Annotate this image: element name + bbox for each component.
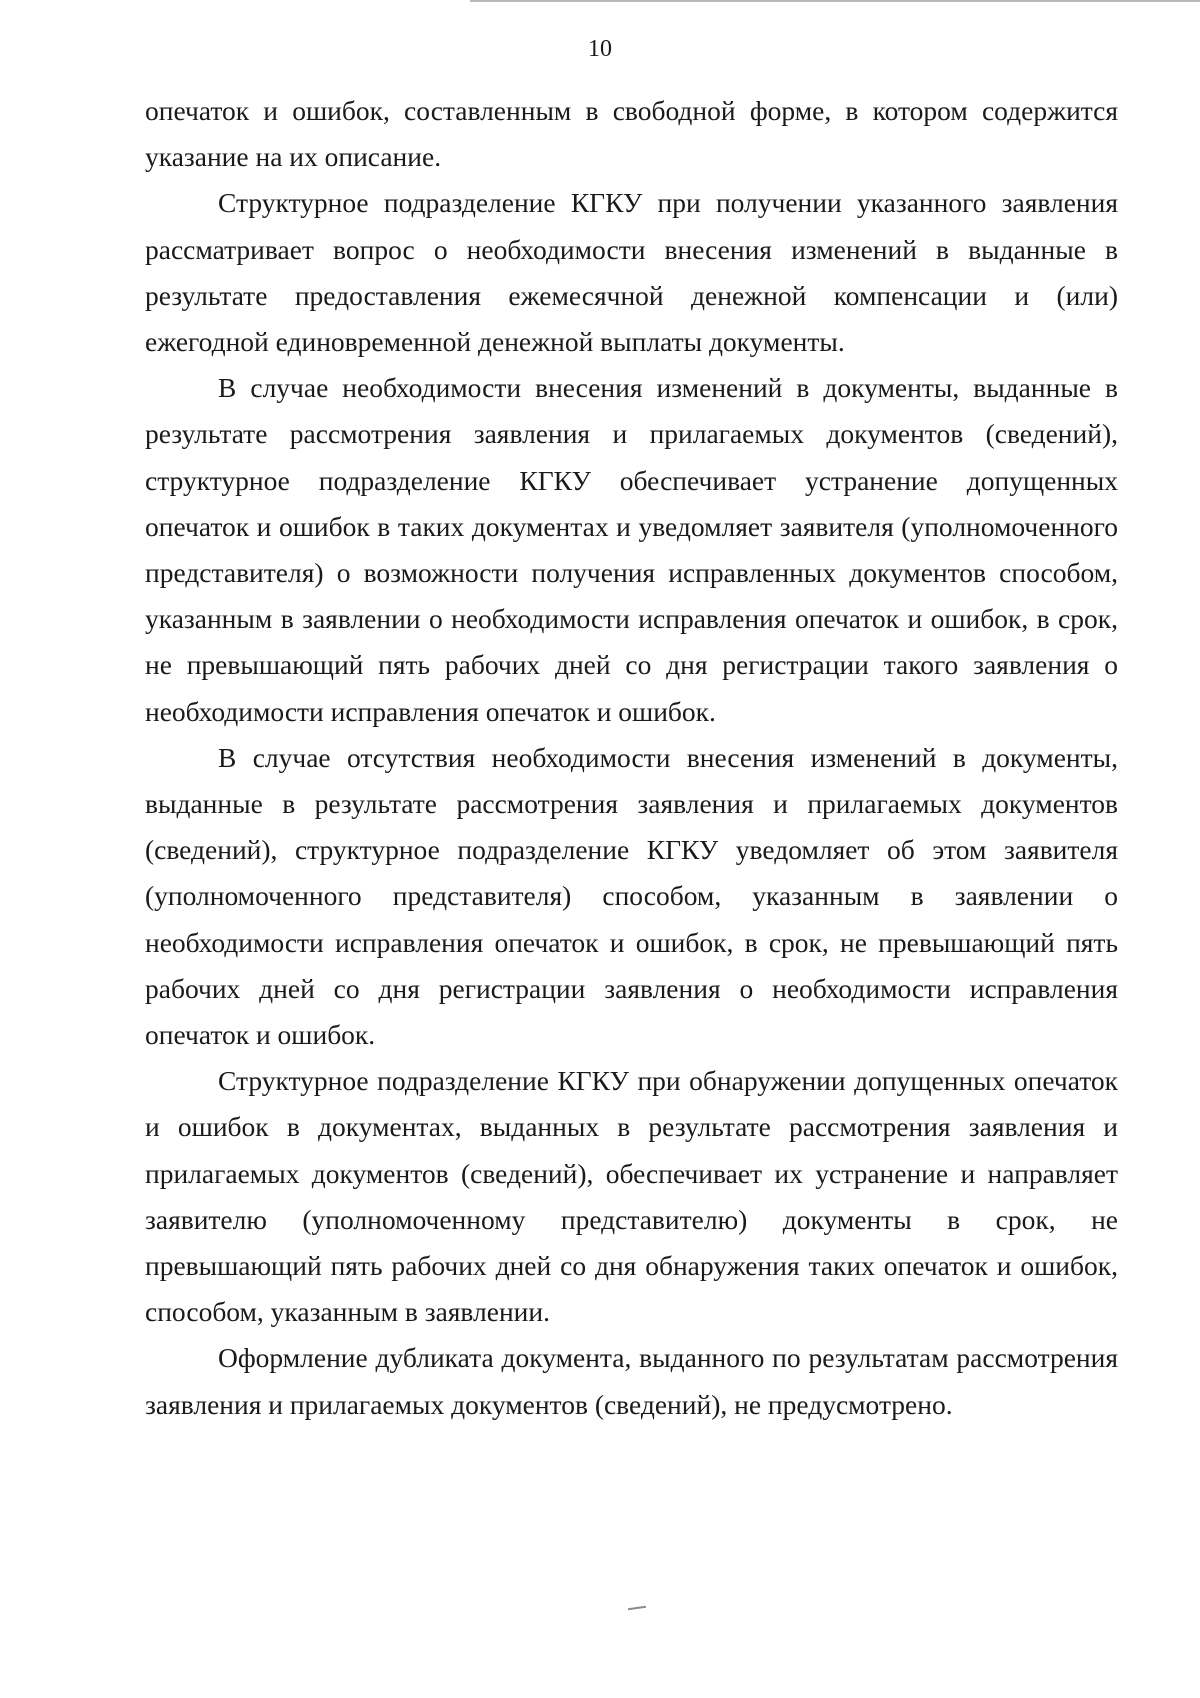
paragraph-4: В случае отсутствия необходимости внесения изменений в документы, выданные в результате рассмотрения заявления и прилагаемых документов (сведений), структурное подразделение КГКУ уведомляет об этом заявителя (уполномоченного представителя) способом, указанным в заявлении о необходимости исправления опечаток и ошибок, в срок, не превышающий пять рабочих дней со дня регистрации заявления о необходимости исправления опечаток и ошибок. (145, 741, 1118, 1051)
paragraph-3: В случае необходимости внесения изменений в документы, выданные в результате рассмотрения заявления и прилагаемых документов (сведений), структурное подразделение КГКУ обеспечивает устранение допущенных опечаток и ошибок в таких документах и уведомляет заявителя (уполномоченного представителя) о возможности получения исправленных документов способом, указанным в заявлении о необходимости исправления опечаток и ошибок, в срок, не превышающий пять рабочих дней со дня регистрации такого заявления о необходимости исправления опечаток и ошибок. (145, 372, 1118, 727)
paragraph-2: Структурное подразделение КГКУ при получении указанного заявления рассматривает вопрос о необходимости внесения изменений в выданные в результате предоставления ежемесячной денежной компенсации и (или) ежегодной единовременной денежной выплаты документы. (145, 187, 1118, 358)
paragraph-6: Оформление дубликата документа, выданного по результатам рассмотрения заявления и прилагаемых документов (сведений), не предусмотрено. (145, 1342, 1118, 1420)
document-body (145, 88, 1118, 1428)
page-number: 10 (588, 36, 612, 62)
scan-edge-line (470, 0, 1200, 2)
paragraph-1: опечаток и ошибок, составленным в свободной форме, в котором содержится указание на их описание. (145, 95, 1118, 173)
paragraph-5: Структурное подразделение КГКУ при обнаружении допущенных опечаток и ошибок в документах, выданных в результате рассмотрения заявления и прилагаемых документов (сведений), обеспечивает их устранение и направляет заявителю (уполномоченному представителю) документы в срок, не превышающий пять рабочих дней со дня обнаружения таких опечаток и ошибок, способом, указанным в заявлении. (145, 1065, 1118, 1328)
scan-mark (628, 1606, 646, 1610)
